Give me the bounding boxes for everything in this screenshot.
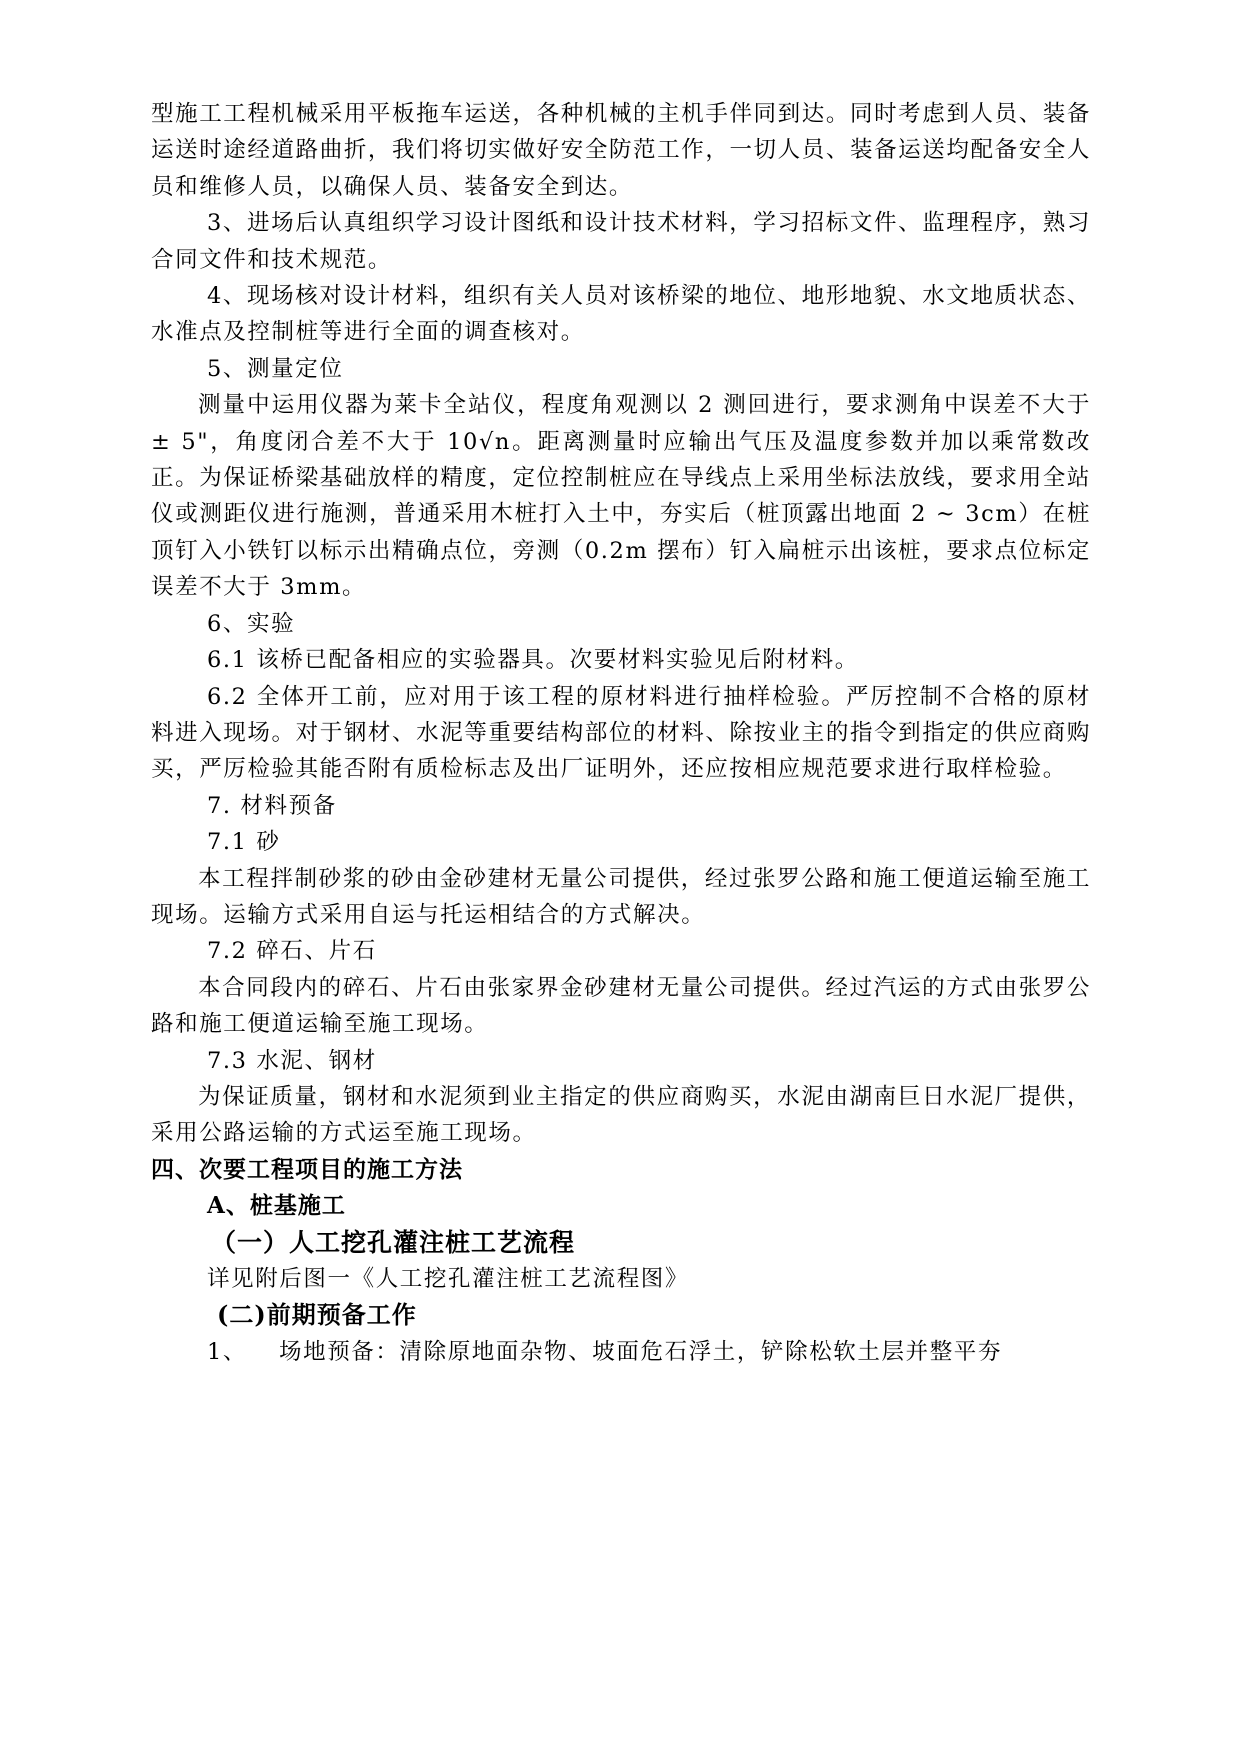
paragraph-gravel: 本合同段内的碎石、片石由张家界金砂建材无量公司提供。经过汽运的方式由张罗公路和施工便道运输至施工现场。 bbox=[151, 974, 1091, 1038]
paragraph-item-5-title: 5、测量定位 bbox=[207, 355, 344, 382]
list-item-site-prep bbox=[151, 1334, 1091, 1370]
paragraph-item-7-2: 7.2 碎石、片石 bbox=[207, 938, 377, 965]
paragraph-item-3: 3、进场后认真组织学习设计图纸和设计技术材料，学习招标文件、监理程序，熟习合同文件和技术规范。 bbox=[151, 210, 1091, 273]
paragraph-item-7-3: 7.3 水泥、钢材 bbox=[207, 1047, 377, 1074]
subsection-heading-a: A、桩基施工 bbox=[207, 1192, 346, 1220]
section-heading: 四、次要工程项目的施工方法 bbox=[151, 1155, 463, 1183]
document-body bbox=[151, 96, 1091, 1370]
paragraph-transport: 型施工工程机械采用平板拖车运送，各种机械的主机手伴同到达。同时考虑到人员、装备运送时途经道路曲折，我们将切实做好安全防范工作，一切人员、装备运送均配备安全人员和维修人员，以确保人员、装备安全到达。 bbox=[151, 101, 1091, 200]
list-item-number: 1、 bbox=[207, 1338, 248, 1365]
paragraph-item-6-title: 6、实验 bbox=[207, 610, 296, 637]
paragraph-item-4: 4、现场核对设计材料，组织有关人员对该桥梁的地位、地形地貌、水文地质状态、水准点及控制桩等进行全面的调查核对。 bbox=[151, 283, 1091, 346]
paragraph-item-7-1: 7.1 砂 bbox=[207, 829, 281, 856]
heading-preparation: (二)前期预备工作 bbox=[217, 1300, 417, 1330]
paragraph-cement: 为保证质量，钢材和水泥须到业主指定的供应商购买，水泥由湖南巨日水泥厂提供，采用公路运输的方式运至施工现场。 bbox=[151, 1083, 1091, 1147]
reference-text: 详见附后图一《人工挖孔灌注桩工艺流程图》 bbox=[207, 1266, 690, 1292]
heading-process-flow: （一）人工挖孔灌注桩工艺流程 bbox=[211, 1227, 576, 1257]
list-item-text: 场地预备：清除原地面杂物、坡面危石浮土，铲除松软土层并整平夯 bbox=[279, 1338, 1003, 1365]
paragraph-survey: 测量中运用仪器为莱卡全站仪，程度角观测以 2 测回进行，要求测角中误差不大于 ± 5"，角度闭合差不大于 10√n。距离测量时应输出气压及温度参数并加以乘常数改正。为保证桥梁基础放样的精度，定位控制桩应在导线点上采用坐标法放线，要求用全站仪或测距仪进行施测，普通采用木桩打入土中，夯实后（桩顶露出地面 2 ~ 3cm）在桩顶钉入小铁钉以标示出精确点位，旁测（0.2m 摆布）钉入扁桩示出该桩，要求点位标定误差不大于 3mm。 bbox=[151, 392, 1091, 601]
paragraph-sand: 本工程拌制砂浆的砂由金砂建材无量公司提供，经过张罗公路和施工便道运输至施工现场。运输方式采用自运与托运相结合的方式解决。 bbox=[151, 865, 1091, 928]
paragraph-item-6-1: 6.1 该桥已配备相应的实验器具。次要材料实验见后附材料。 bbox=[207, 647, 859, 674]
paragraph-item-6-2: 6.2 全体开工前，应对用于该工程的原材料进行抽样检验。严厉控制不合格的原材料进入现场。对于钢材、水泥等重要结构部位的材料、除按业主的指令到指定的供应商购买，严厉检验其能否附有质检标志及出厂证明外，还应按相应规范要求进行取样检验。 bbox=[151, 683, 1091, 783]
paragraph-item-7-title: 7. 材料预备 bbox=[207, 792, 337, 819]
